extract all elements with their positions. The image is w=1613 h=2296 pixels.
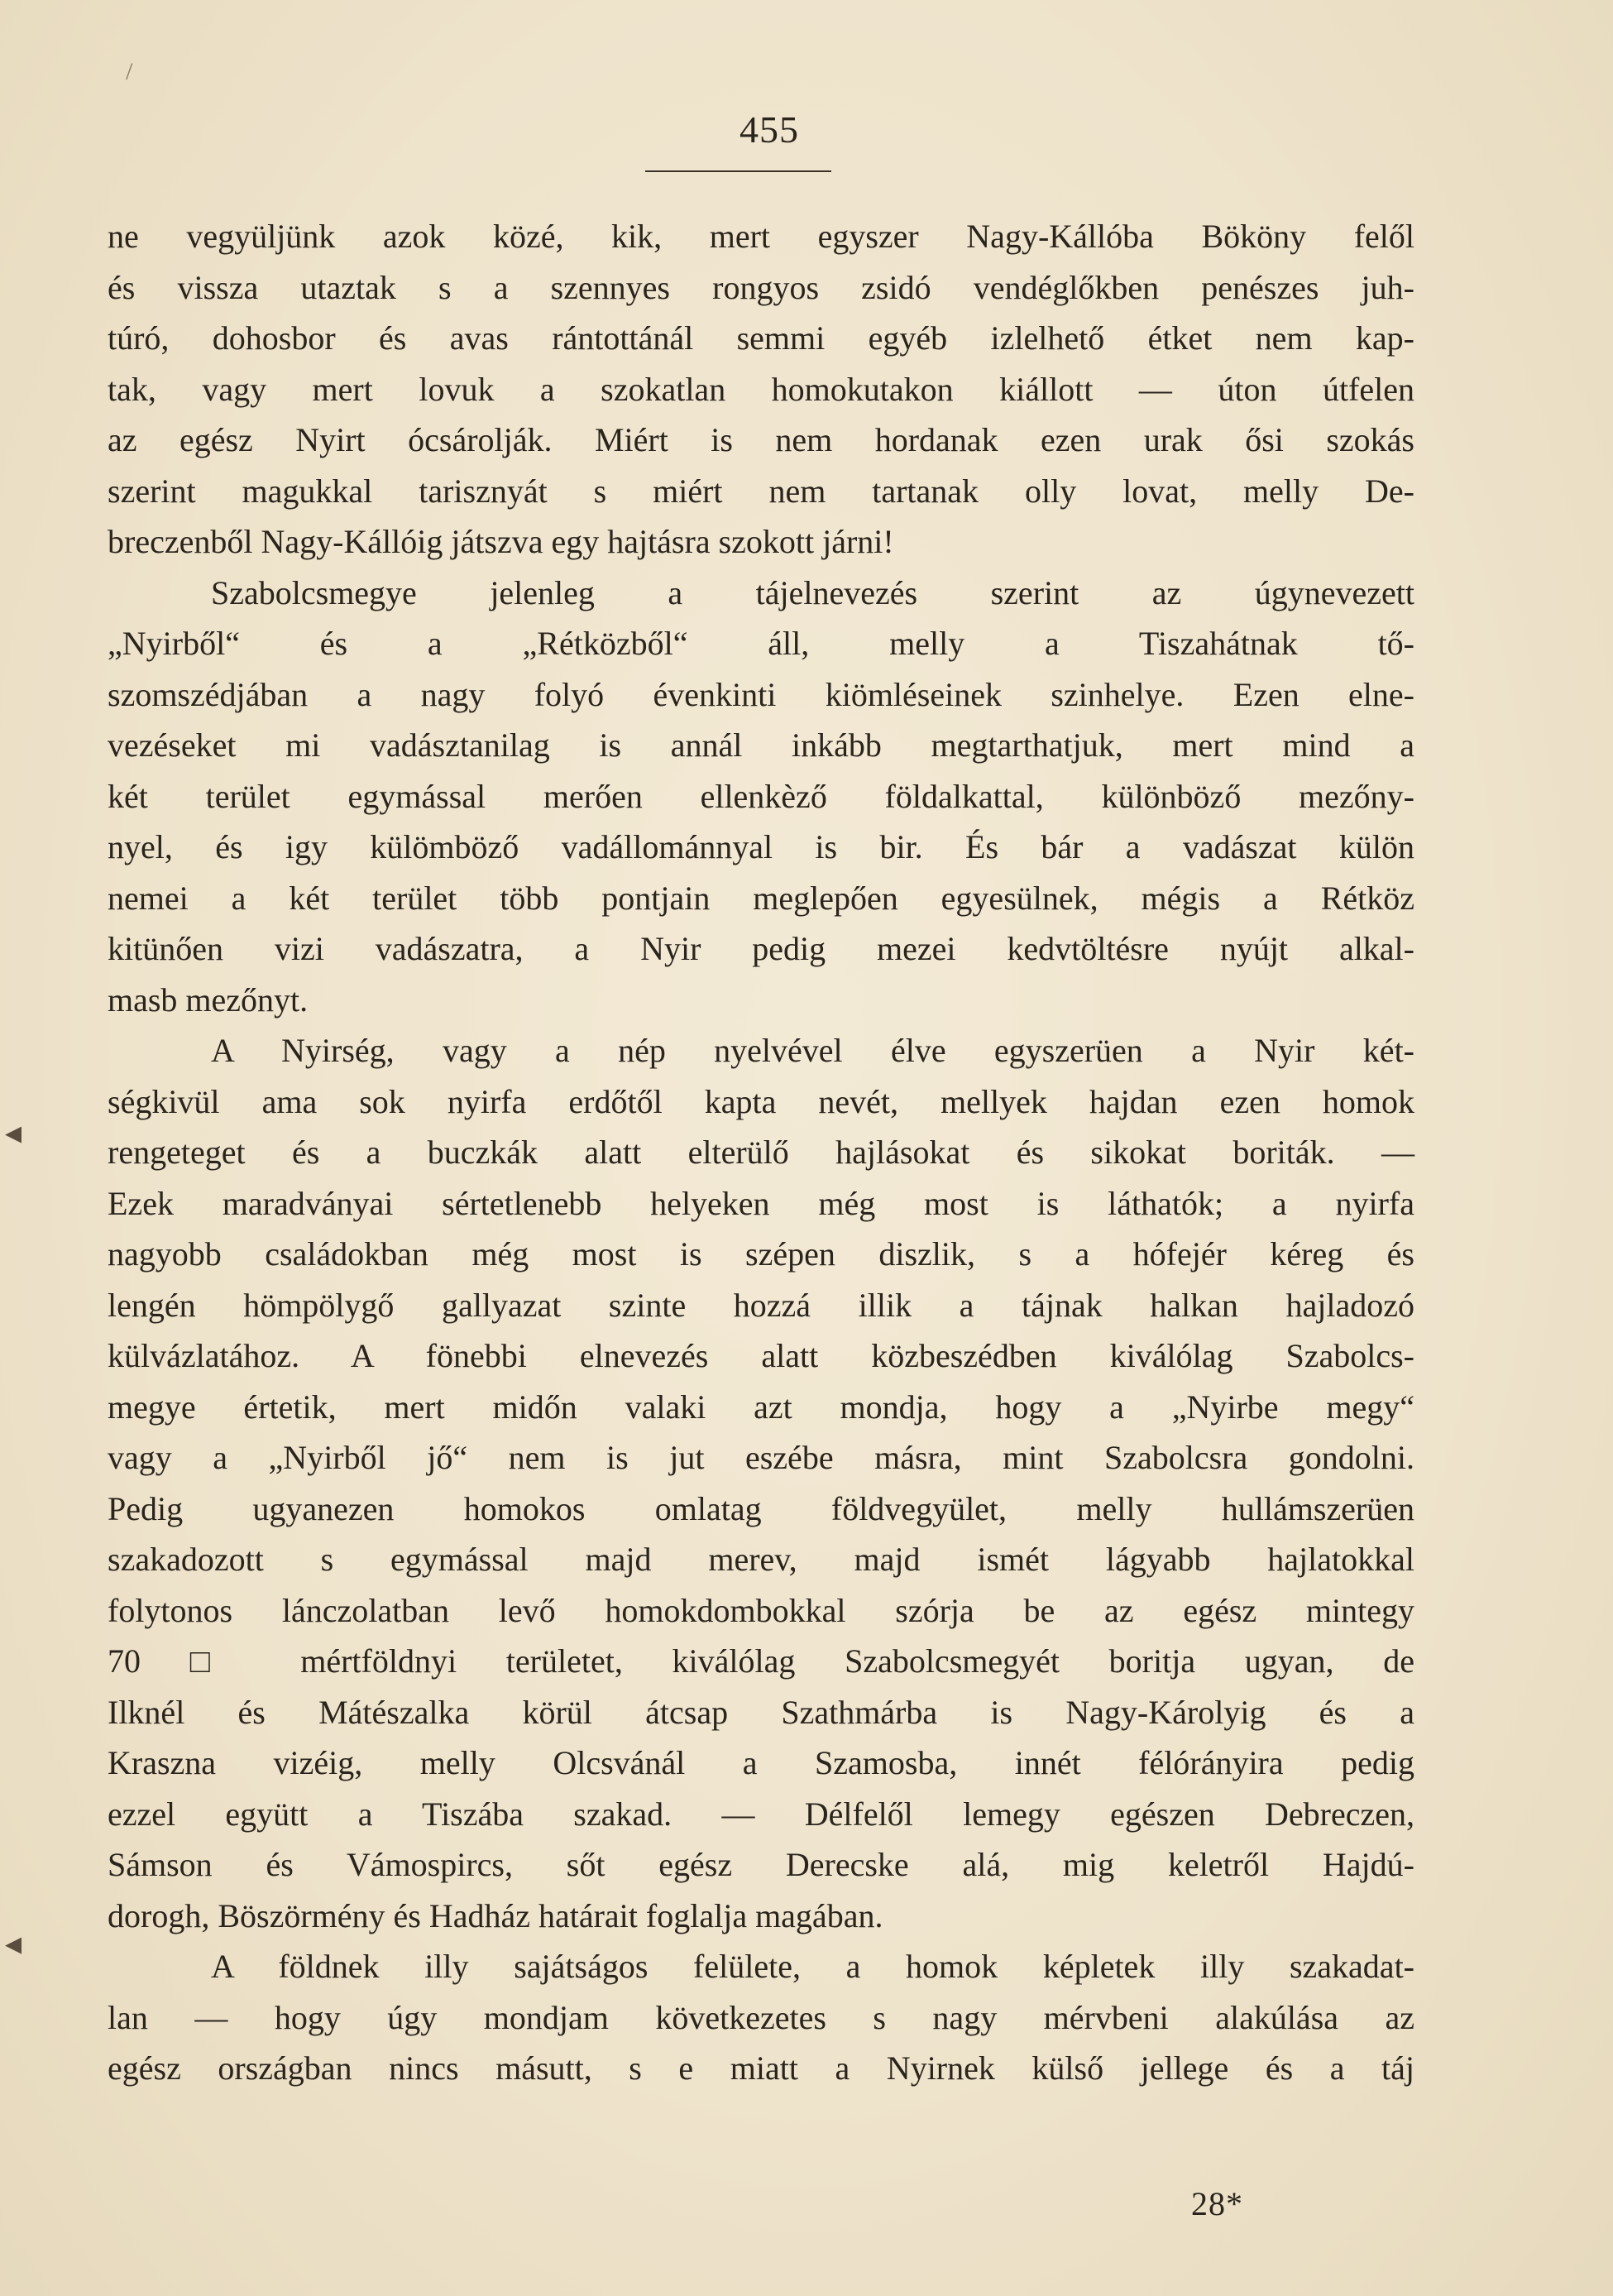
- text-line: tak, vagy mert lovuk a szokatlan homokutakon kiállott — úton útfelen: [108, 370, 1414, 408]
- paragraph-start-line: A földnek illy sajátságos felülete, a homok képletek illy szakadat-: [211, 1948, 1414, 1985]
- text-line: és vissza utaztak s a szennyes rongyos zsidó vendéglőkben penészes juh-: [108, 268, 1414, 306]
- text-line: lengén hömpölygő gallyazat szinte hozzá illik a tájnak halkan hajladozó: [108, 1286, 1414, 1324]
- text-line: Sámson és Vámospircs, sőt egész Derecske alá, mig keletről Hajdú-: [108, 1846, 1414, 1883]
- text-line: szomszédjában a nagy folyó évenkinti kiömléseinek szinhelye. Ezen elne-: [108, 675, 1414, 713]
- text-line: túró, dohosbor és avas rántottánál semmi egyéb izlelhető étket nem kap-: [108, 319, 1414, 357]
- page-number: 455: [739, 108, 799, 151]
- text-line: nemei a két terület több pontjain meglepően egyesülnek, mégis a Rétköz: [108, 879, 1414, 917]
- header-rule: [645, 170, 831, 172]
- pencil-mark: /: [126, 58, 133, 85]
- text-line: lan — hogy úgy mondjam következetes s nagy mérvbeni alakúlása az: [108, 1998, 1414, 2036]
- text-line: breczenből Nagy-Kállóig játszva egy hajtásra szokott járni!: [108, 523, 894, 560]
- text-line: megye értetik, mert midőn valaki azt mondja, hogy a „Nyirbe megy“: [108, 1388, 1414, 1426]
- paragraph-start-line: A Nyirség, vagy a nép nyelvével élve egyszerüen a Nyir két-: [211, 1032, 1414, 1069]
- text-line: „Nyirből“ és a „Rétközből“ áll, melly a Tiszahátnak tő-: [108, 625, 1414, 662]
- margin-arrow-mark: ◂: [5, 1114, 22, 1151]
- text-line: Ilknél és Mátészalka körül átcsap Szathmárba is Nagy-Károlyig és a: [108, 1693, 1414, 1731]
- text-line: szakadozott s egymással majd merev, majd ismét lágyabb hajlatokkal: [108, 1541, 1414, 1578]
- text-line: 70 □ mértföldnyi területet, kiválólag Szabolcsmegyét boritja ugyan, de: [108, 1642, 1414, 1680]
- text-line: két terület egymással merően ellenkèző földalkattal, különböző mezőny-: [108, 777, 1414, 815]
- text-line: vezéseket mi vadásztanilag is annál inkább megtarthatjuk, mert mind a: [108, 726, 1414, 764]
- text-line: kitünően vizi vadászatra, a Nyir pedig mezei kedvtöltésre nyújt alkal-: [108, 930, 1414, 967]
- text-line: ezzel együtt a Tiszába szakad. — Délfelől lemegy egészen Debreczen,: [108, 1795, 1414, 1833]
- text-line: nagyobb családokban még most is szépen diszlik, s a hófejér kéreg és: [108, 1235, 1414, 1273]
- text-line: külvázlatához. A fönebbi elnevezés alatt közbeszédben kiválólag Szabolcs-: [108, 1337, 1414, 1374]
- margin-arrow-mark: ◂: [5, 1925, 22, 1962]
- body-text: [108, 211, 1414, 2094]
- text-line: rengeteget és a buczkák alatt elterülő hajlásokat és sikokat boriták. —: [108, 1134, 1414, 1171]
- text-line: szerint magukkal tarisznyát s miért nem tartanak olly lovat, melly De-: [108, 472, 1414, 510]
- text-line: Ezek maradványai sértetlenebb helyeken még most is láthatók; a nyirfa: [108, 1184, 1414, 1222]
- text-line: egész országban nincs másutt, s e miatt a Nyirnek külső jellege és a táj: [108, 2049, 1414, 2087]
- text-line: vagy a „Nyirből jő“ nem is jut eszébe másra, mint Szabolcsra gondolni.: [108, 1439, 1414, 1476]
- text-line: dorogh, Böszörmény és Hadház határait foglalja magában.: [108, 1896, 883, 1934]
- text-line: ne vegyüljünk azok közé, kik, mert egyszer Nagy-Kállóba Bököny felől: [108, 218, 1414, 255]
- text-line: masb mezőnyt.: [108, 980, 309, 1019]
- text-line: ségkivül ama sok nyirfa erdőtől kapta nevét, mellyek hajdan ezen homok: [108, 1082, 1414, 1120]
- text-line: folytonos lánczolatban levő homokdombokkal szórja be az egész mintegy: [108, 1591, 1414, 1629]
- paragraph-start-line: Szabolcsmegye jelenleg a tájelnevezés szerint az úgynevezett: [211, 573, 1414, 611]
- text-line: Kraszna vizéig, melly Olcsvánál a Szamosba, innét félórányira pedig: [108, 1744, 1414, 1781]
- text-line: az egész Nyirt ócsárolják. Miért is nem hordanak ezen urak ősi szokás: [108, 421, 1414, 458]
- signature-mark: 28*: [1191, 2185, 1243, 2222]
- text-line: nyel, és igy külömböző vadállománnyal is bir. És bár a vadászat külön: [108, 828, 1414, 865]
- text-line: Pedig ugyanezen homokos omlatag földvegyület, melly hullámszerüen: [108, 1489, 1414, 1527]
